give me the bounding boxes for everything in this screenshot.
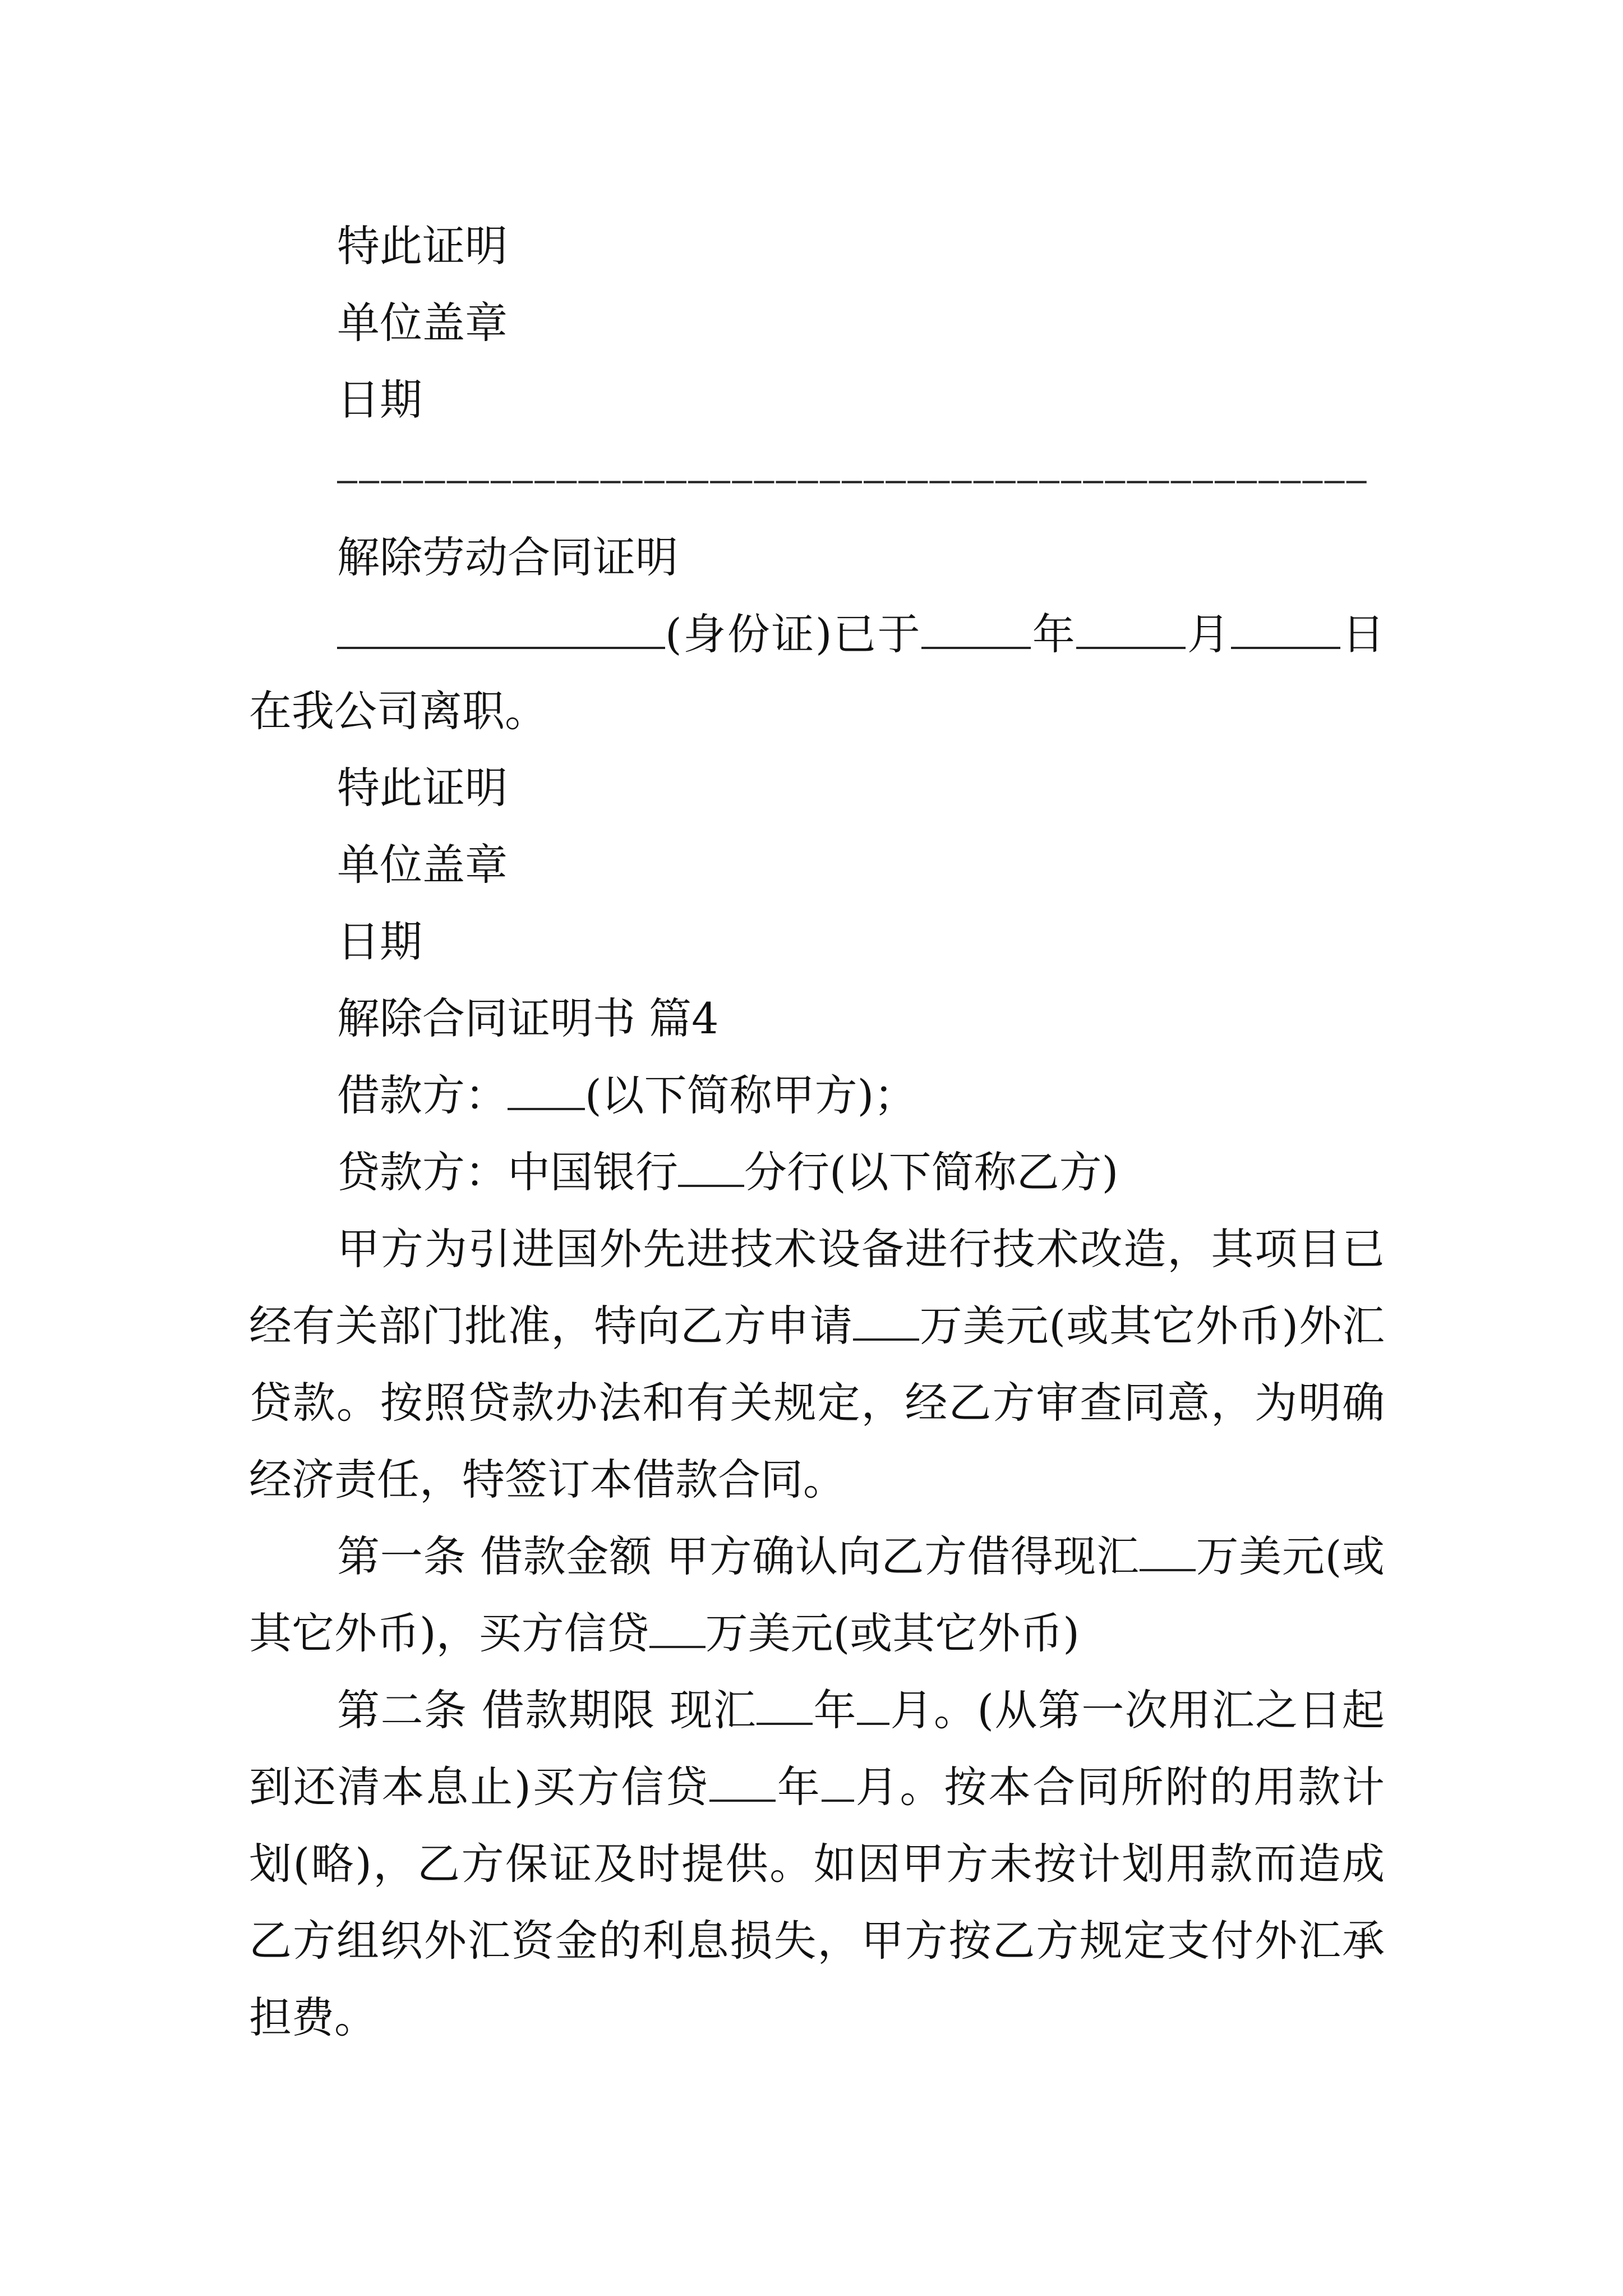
lender-line (249, 1134, 1385, 1211)
day-label: 日 (1340, 609, 1385, 659)
name-blank (337, 613, 665, 649)
date-text-2: 日期 (337, 917, 422, 967)
lender-suffix: 分行(以下简称乙方) (744, 1147, 1119, 1197)
cash-years-blank (757, 1689, 813, 1725)
year-label: 年 (1031, 609, 1077, 659)
lender-label: 贷款方：中国银行 (337, 1147, 678, 1197)
article-2-text-e: 月。按本合同所附的用款计划(略)，乙方保证及时提供。如因甲方未按计划用款而造成乙方组织外汇资金的利息损失，甲方按乙方规定支付外汇承担费。 (249, 1762, 1385, 2042)
separator-rule: ——————————————————————————————————————————————— (337, 461, 1368, 500)
branch-blank (678, 1151, 744, 1187)
year-blank (921, 613, 1031, 649)
borrower-blank (508, 1074, 585, 1110)
certify-text: 特此证明 (337, 221, 508, 271)
article-1 (249, 1518, 1385, 1672)
date-text: 日期 (337, 375, 422, 425)
intro-text-a: 甲方为引进国外先进技术设备进行技术改造，其项目已经有关部门批准，特向乙方申请 (249, 1224, 1385, 1351)
section-title: 解除劳动合同证明 (337, 532, 678, 582)
cash-months-blank (857, 1689, 889, 1725)
credit-months-blank (822, 1766, 854, 1802)
month-blank (1076, 613, 1186, 649)
credit-years-blank (709, 1766, 776, 1802)
article-2-text-b: 年 (813, 1685, 857, 1735)
article-1-text-b: 万美元(或其它外币)，买方信贷 (249, 1531, 1385, 1658)
id-text: (身份证)已于 (665, 609, 922, 659)
borrower-line (249, 1057, 1385, 1134)
cash-amount-blank (1140, 1535, 1196, 1571)
certify-text-2: 特此证明 (337, 763, 508, 813)
document-body (249, 208, 1385, 2056)
month-label: 月 (1186, 609, 1232, 659)
credit-amount-blank (649, 1612, 706, 1648)
intro-paragraph (249, 1211, 1385, 1518)
article-1-text-c: 万美元(或其它外币) (705, 1608, 1080, 1658)
article-1-text-a: 第一条 借款金额 甲方确认向乙方借得现汇 (337, 1531, 1140, 1581)
borrower-label: 借款方： (337, 1070, 508, 1120)
separator-line (249, 438, 1385, 519)
borrower-suffix: (以下简称甲方)； (585, 1070, 917, 1120)
article-2 (249, 1672, 1385, 2056)
section-heading: 解除合同证明书 篇4 (337, 993, 719, 1043)
resignation-statement (249, 596, 1385, 749)
article-2-text-d: 年 (776, 1762, 822, 1812)
amount-blank (853, 1305, 919, 1341)
intro-text-b: 万美元(或其它外币)外汇贷款。按照贷款办法和有关规定，经乙方审查同意，为明确经济责任，特签订本借款合同。 (249, 1301, 1385, 1504)
resignation-text: 在我公司离职。 (249, 686, 547, 736)
article-2-text-c: 月。(从第一次用汇之日起到还清本息止)买方信贷 (249, 1685, 1385, 1812)
seal-text-2: 单位盖章 (337, 840, 508, 890)
seal-text: 单位盖章 (337, 298, 508, 348)
day-blank (1231, 613, 1340, 649)
article-2-text-a: 第二条 借款期限 现汇 (337, 1685, 757, 1735)
